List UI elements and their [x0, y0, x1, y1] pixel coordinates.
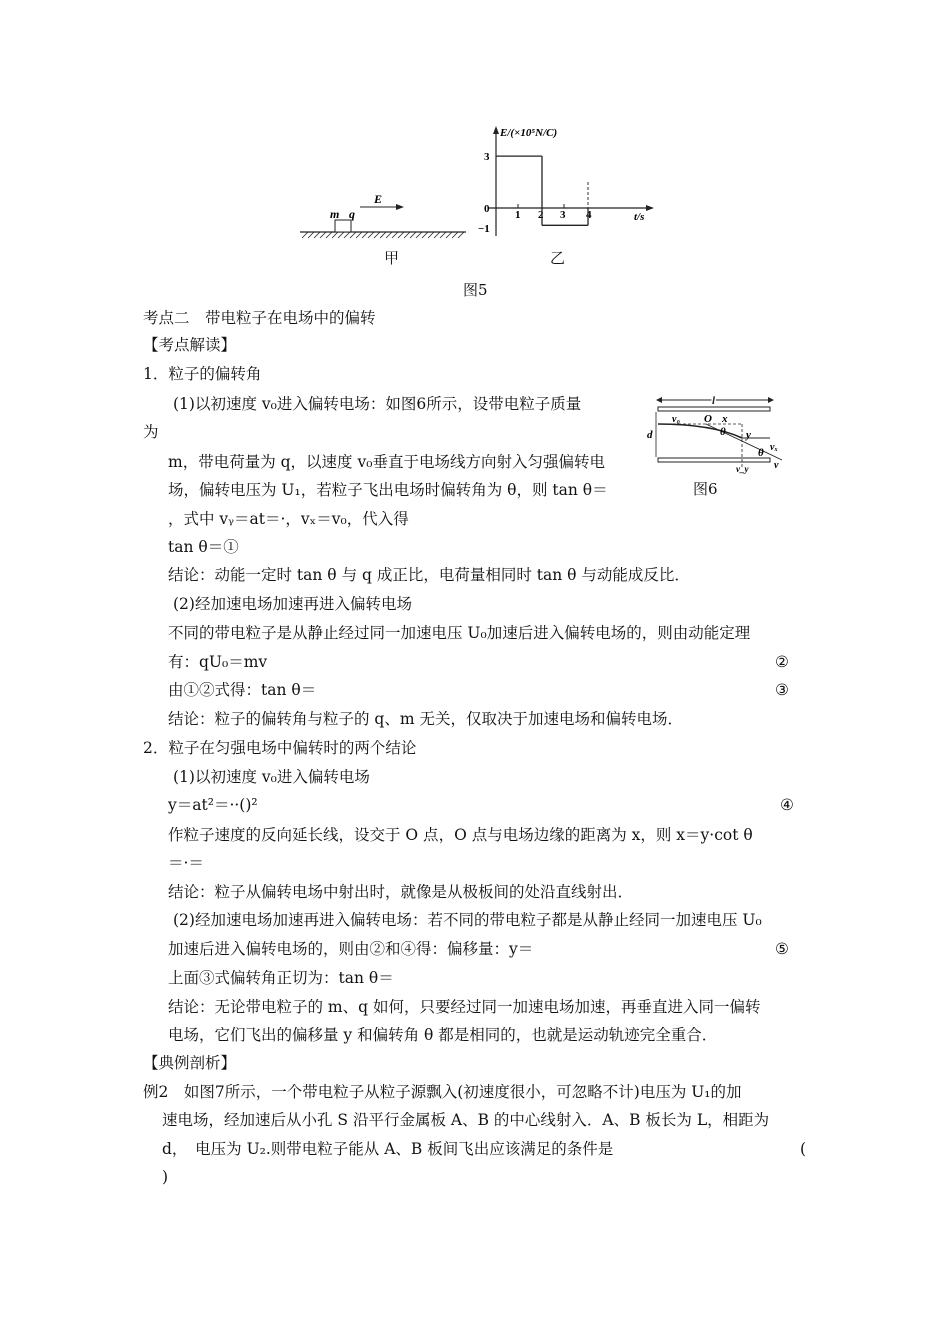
x-tick-2: 2	[538, 209, 544, 221]
para-1e: ，式中 vᵧ＝at＝·，vₓ＝v₀，代入得	[168, 510, 409, 528]
y-tick-3: 3	[484, 151, 490, 163]
equation-mark-2: ②	[775, 653, 789, 671]
para-1a: (1)以初速度 v₀进入偏转电场：如图6所示，设带电粒子质量	[173, 395, 582, 413]
para-1-conclusion: 结论：动能一定时 tan θ 与 q 成正比，电荷量相同时 tan θ 与动能成反比．	[168, 566, 690, 584]
para-3-conclusion: 结论：粒子从偏转电场中射出时，就像是从极板间的处沿直线射出．	[168, 883, 634, 901]
vy-label: v_y	[736, 464, 749, 474]
mass-label: m	[330, 207, 340, 221]
gap-label: d	[647, 429, 653, 441]
para-3a: (1)以初速度 v₀进入偏转电场	[173, 768, 370, 786]
heading-dianli-pouxi: 【典例剖析】	[143, 1054, 237, 1072]
para-4d: 结论：无论带电粒子的 m、q 如何，只要经过同一加速电场加速，再垂直进入同一偏转	[168, 998, 761, 1016]
y-tick-neg1: −1	[478, 223, 490, 235]
answer-paren-open: (	[800, 1140, 807, 1158]
x-tick-1: 1	[515, 209, 521, 221]
para-2c: 有：qU₀＝mv	[168, 653, 268, 671]
figure-5-jia	[290, 180, 470, 240]
para-3c: 作粒子速度的反向延长线，设交于 O 点，O 点与电场边缘的距离为 x，则 x＝y·cot θ	[168, 826, 753, 844]
trajectory	[658, 424, 742, 438]
para-3d: ＝·＝	[168, 854, 204, 872]
length-label: l	[712, 395, 716, 407]
y-label: y	[746, 429, 751, 441]
y-tick-labels	[478, 151, 490, 235]
para-2a: (2)经加速电场加速再进入偏转电场	[173, 595, 412, 613]
equation-mark-4: ④	[780, 796, 794, 814]
field-label: E	[374, 192, 383, 206]
caption-jia: 甲	[384, 249, 400, 267]
figure-6-caption: 图6	[693, 480, 718, 498]
example-2a: 例2 如图7所示，一个带电粒子从粒子源飘入(初速度很小，可忽略不计)电压为 U₁的加	[143, 1083, 742, 1101]
vx-label: vₓ	[770, 442, 778, 453]
x-tick-labels	[515, 209, 592, 221]
item-1-heading: 1．粒子的偏转角	[143, 365, 262, 383]
x-tick-3: 3	[560, 209, 566, 221]
x-tick-marks	[518, 204, 564, 208]
charge-label: q	[349, 207, 355, 221]
figure-5-yi	[478, 124, 668, 240]
theta-label: θ	[758, 447, 764, 459]
para-1c: m，带电荷量为 q，以速度 v₀垂直于电场线方向射入匀强偏转电	[168, 453, 605, 471]
figure-5-caption: 图5	[463, 281, 488, 299]
para-4e: 电场，它们飞出的偏移量 y 和偏转角 θ 都是相同的，也就是运动轨迹完全重合．	[168, 1026, 718, 1044]
x-tick-4: 4	[586, 209, 592, 221]
para-4a: (2)经加速电场加速再进入偏转电场：若不同的带电粒子都是从静止经同一加速电压 U₀	[173, 911, 762, 929]
point-O-label: O	[704, 413, 712, 425]
para-1d: 场，偏转电压为 U₁，若粒子飞出电场时偏转角为 θ，则 tan θ＝	[168, 481, 608, 499]
para-1b: 为	[143, 423, 159, 441]
lower-plate	[658, 458, 770, 462]
section-title: 考点二 带电粒子在电场中的偏转	[143, 309, 376, 327]
para-2-conclusion: 结论：粒子的偏转角与粒子的 q、m 无关，仅取决于加速电场和偏转电场．	[168, 710, 683, 728]
para-4b: 加速后进入偏转电场的，则由②和④得：偏移量：y＝	[168, 940, 534, 958]
equation-mark-5: ⑤	[775, 940, 789, 958]
upper-plate	[658, 407, 770, 411]
y-axis-label: E/(×10⁵N/C)	[500, 127, 558, 139]
para-2d: 由①②式得：tan θ＝	[168, 681, 317, 699]
item-2-heading: 2．粒子在匀强电场中偏转时的两个结论	[143, 739, 417, 757]
example-2b: 速电场，经加速后从小孔 S 沿平行金属板 A、B 的中心线射入．A、B 板长为 L，相距为	[162, 1111, 770, 1129]
caption-yi: 乙	[550, 249, 566, 267]
charged-block	[335, 220, 351, 232]
theta-top-label: θ	[720, 426, 726, 438]
para-1f: tan θ＝①	[168, 538, 239, 556]
field-step-curve	[496, 156, 588, 225]
para-2b: 不同的带电粒子是从静止经过同一加速电压 U₀加速后进入偏转电场的，则由动能定理	[168, 624, 751, 642]
y-tick-0: 0	[484, 203, 490, 215]
v-label: v	[774, 460, 779, 471]
answer-paren-close: )	[162, 1168, 169, 1186]
para-3b: y＝at²＝··()²	[168, 796, 258, 814]
equation-mark-3: ③	[775, 681, 789, 699]
x-label: x	[722, 413, 728, 425]
para-4c: 上面③式偏转角正切为：tan θ＝	[168, 969, 394, 987]
heading-kaodian-jiedu: 【考点解读】	[143, 336, 237, 354]
figure-6	[642, 394, 787, 474]
example-2c: d， 电压为 U₂.则带电粒子能从 A、B 板间飞出应该满足的条件是	[162, 1140, 614, 1158]
x-axis-label: t/s	[634, 211, 645, 223]
v0-label: v₀	[672, 414, 680, 425]
